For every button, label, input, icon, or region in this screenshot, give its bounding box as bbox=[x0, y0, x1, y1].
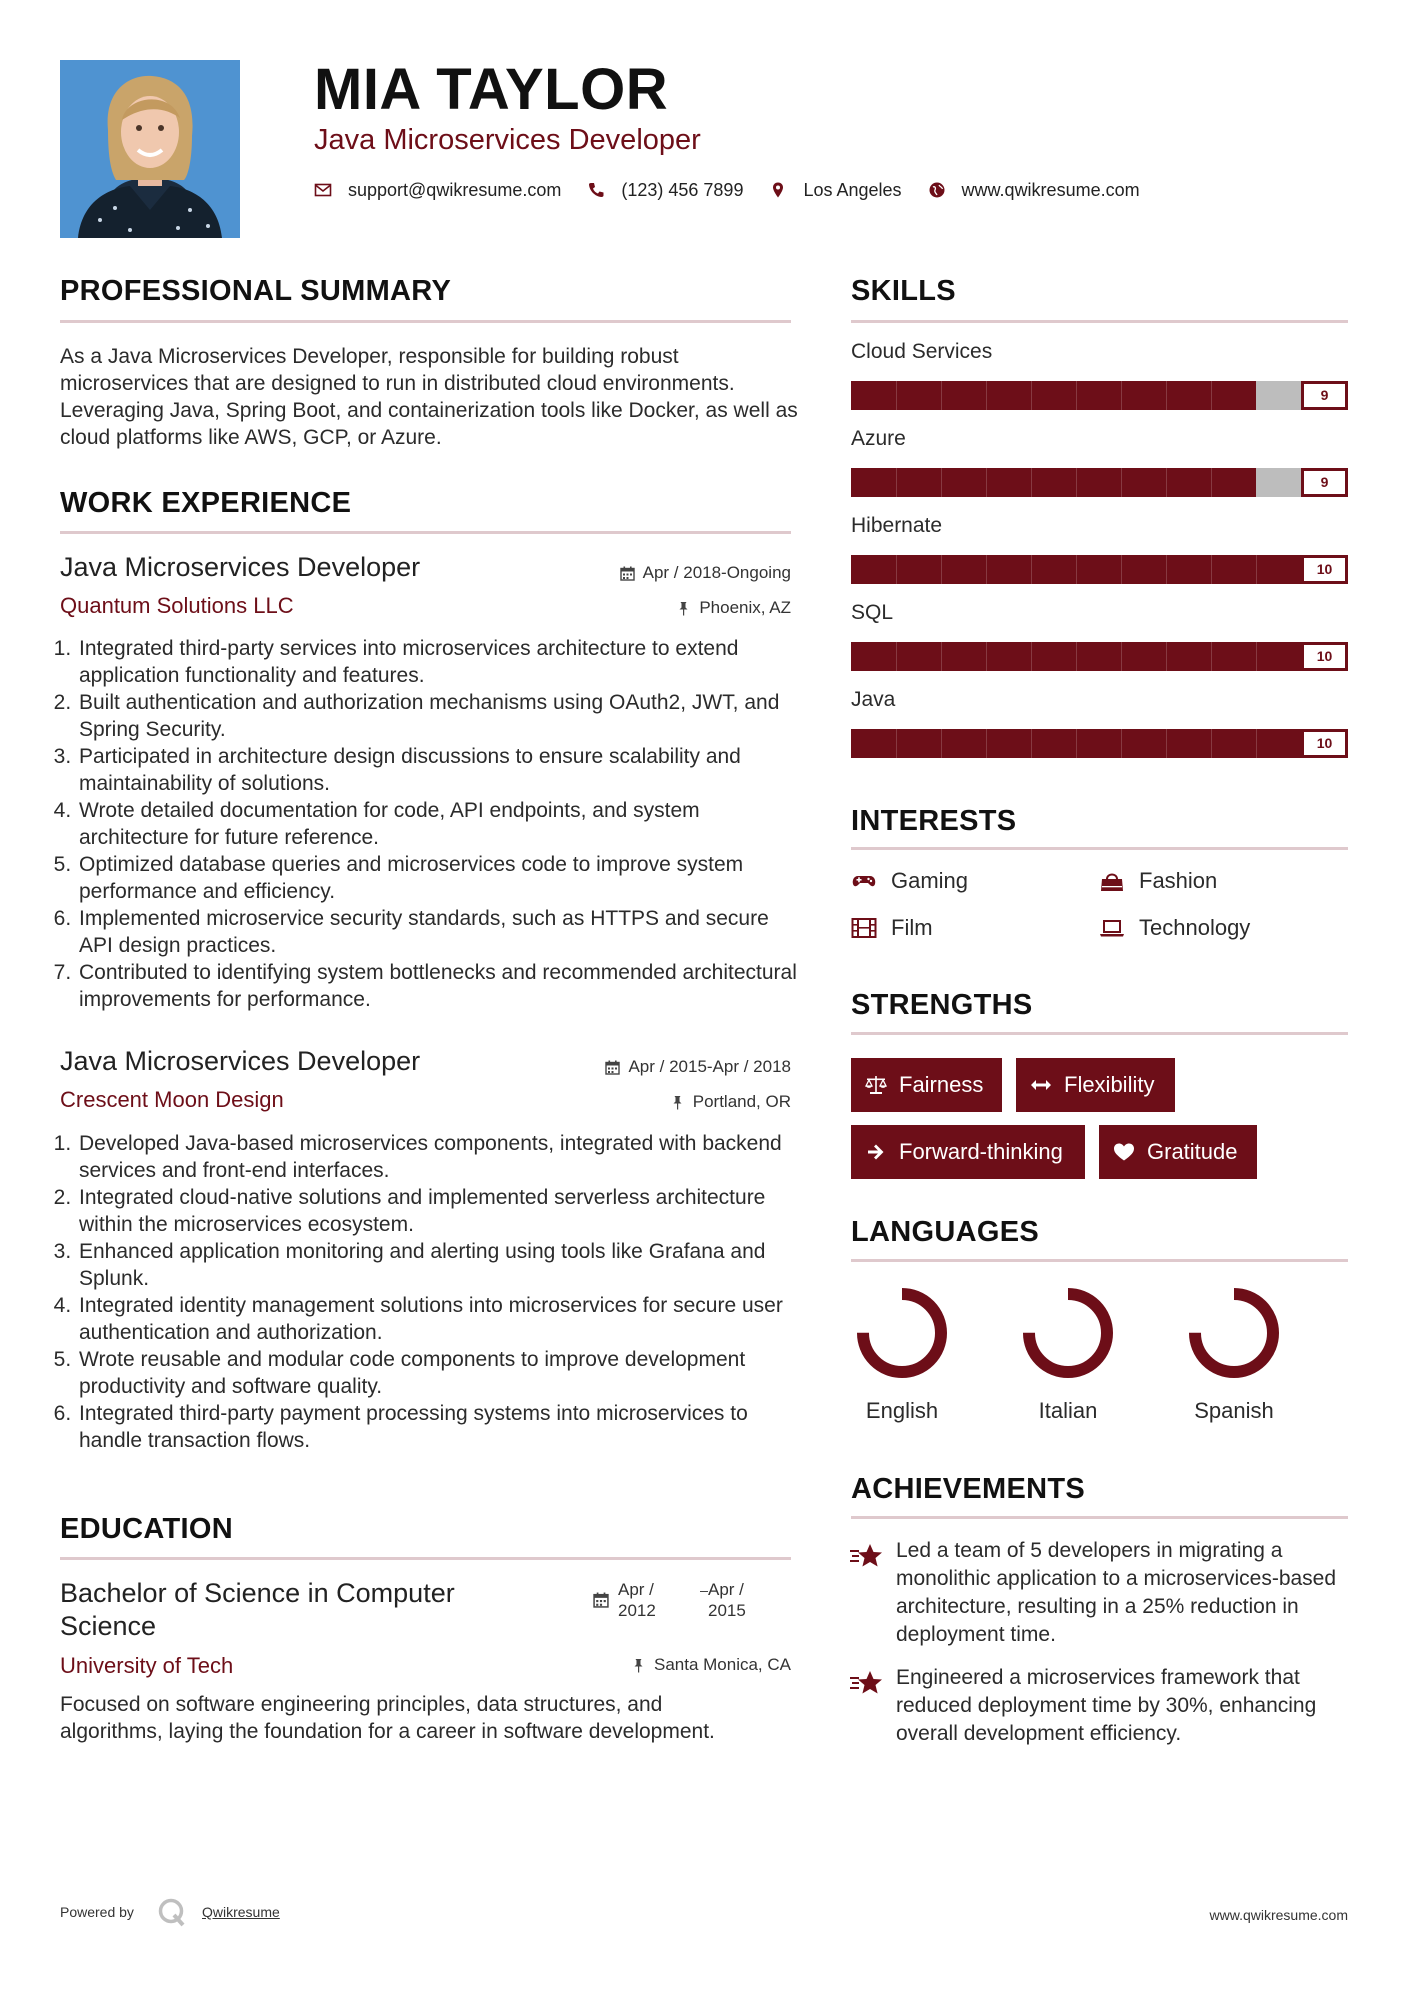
summary-heading: PROFESSIONAL SUMMARY bbox=[60, 275, 452, 307]
skill-bar-segment bbox=[1211, 729, 1212, 758]
interest-label: Gaming bbox=[891, 868, 969, 893]
skill-bar-fill bbox=[851, 381, 1256, 410]
skill-bar-segment bbox=[941, 381, 942, 410]
skill-bar-segment bbox=[1121, 381, 1122, 410]
balance-scale-icon bbox=[865, 1074, 887, 1096]
gamepad-icon bbox=[851, 870, 877, 892]
skill-bar-segment bbox=[1076, 729, 1077, 758]
qwikresume-link[interactable]: Qwikresume bbox=[202, 1904, 280, 1920]
skill-bar-segment bbox=[1166, 729, 1167, 758]
skill-level-value: 10 bbox=[1304, 732, 1345, 755]
degree-title: Bachelor of Science in Computer Science bbox=[60, 1578, 455, 1641]
achievement-text: Engineered a microservices framework that reduced deployment time by 30%, enhancing overall development efficiency. bbox=[896, 1666, 1317, 1745]
arrows-horizontal-icon bbox=[1030, 1074, 1052, 1096]
skill-bar-segment bbox=[1031, 729, 1032, 758]
skill-bar bbox=[851, 642, 1348, 671]
skill-bar bbox=[851, 555, 1348, 584]
film-icon bbox=[851, 917, 877, 939]
company-name: Crescent Moon Design bbox=[60, 1087, 284, 1112]
interest-label: Fashion bbox=[1139, 868, 1218, 893]
contact-location: Los Angeles bbox=[803, 179, 902, 200]
email-icon bbox=[314, 181, 332, 199]
skill-bar-segment bbox=[1166, 381, 1167, 410]
skill-bar-segment bbox=[1256, 555, 1257, 584]
summary-text: As a Java Microservices Developer, responsible for building robust microservices that are designed to run in distributed cloud environments. Leveraging Java, Spring Boot, and containerization tools like Docker, as well as cloud platforms like AWS, GCP, or Azure. bbox=[60, 345, 798, 449]
heart-icon bbox=[1113, 1141, 1135, 1163]
job-dates-text: Apr / 2018-Ongoing bbox=[642, 563, 791, 582]
contact-website[interactable]: www.qwikresume.com bbox=[961, 179, 1140, 200]
candidate-title: Java Microservices Developer bbox=[314, 124, 701, 156]
education-divider bbox=[60, 1557, 791, 1560]
skill-bar bbox=[851, 468, 1348, 497]
summary-divider bbox=[60, 320, 791, 323]
star-badge-icon bbox=[849, 1668, 885, 1698]
skill-level-box bbox=[1301, 642, 1348, 671]
skill-bar bbox=[851, 729, 1348, 758]
strength-label: Forward-thinking bbox=[899, 1139, 1063, 1164]
language-name: Spanish bbox=[1194, 1398, 1274, 1423]
skill-bar-segment bbox=[1211, 642, 1212, 671]
candidate-name: MIA TAYLOR bbox=[314, 57, 669, 122]
qwikresume-logo-icon bbox=[157, 1897, 187, 1927]
skill-bar-segment bbox=[986, 555, 987, 584]
pushpin-icon bbox=[631, 1658, 646, 1673]
experience-divider bbox=[60, 531, 791, 534]
date-separator bbox=[700, 1591, 708, 1592]
education-heading: EDUCATION bbox=[60, 1513, 233, 1545]
skills-heading: SKILLS bbox=[851, 275, 956, 307]
skill-bar-segment bbox=[1076, 642, 1077, 671]
strength-forward-thinking bbox=[851, 1125, 1085, 1179]
interest-fashion bbox=[1099, 868, 1217, 894]
job-dates bbox=[605, 1057, 791, 1077]
skill-bar-segment bbox=[896, 729, 897, 758]
contact-email[interactable]: support@qwikresume.com bbox=[348, 179, 562, 200]
job-bullets bbox=[57, 635, 807, 1013]
strength-label: Gratitude bbox=[1147, 1139, 1238, 1164]
list-item: 1. Integrated third-party services into microservices architecture to extend application functionality and features. bbox=[77, 635, 807, 689]
language-name: English bbox=[865, 1398, 939, 1423]
company-name: Quantum Solutions LLC bbox=[60, 593, 294, 618]
skill-bar-segment bbox=[941, 555, 942, 584]
skill-bar-segment bbox=[1211, 555, 1212, 584]
language-level-ring bbox=[1018, 1283, 1118, 1383]
job-location-text: Portland, OR bbox=[692, 1092, 791, 1111]
powered-by-label: Powered by bbox=[60, 1904, 134, 1920]
languages-heading: LANGUAGES bbox=[851, 1216, 1039, 1248]
education-description: Focused on software engineering principles, data structures, and algorithms, laying the foundation for a career in software development. bbox=[60, 1693, 715, 1743]
list-item: 3. Enhanced application monitoring and alerting using tools like Grafana and Splunk. bbox=[77, 1238, 807, 1292]
job-dates bbox=[620, 563, 791, 583]
shopping-bag-icon bbox=[1099, 870, 1125, 892]
skill-bar-segment bbox=[1256, 729, 1257, 758]
skill-bar-segment bbox=[1256, 642, 1257, 671]
list-item: 6. Implemented microservice security standards, such as HTTPS and secure API design practices. bbox=[77, 905, 807, 959]
school-name: University of Tech bbox=[60, 1653, 234, 1678]
skill-bar-segment bbox=[1031, 468, 1032, 497]
job-title: Java Microservices Developer bbox=[60, 552, 421, 582]
list-item: 2. Built authentication and authorization mechanisms using OAuth2, JWT, and Spring Security. bbox=[77, 689, 807, 743]
skill-level-box bbox=[1301, 729, 1348, 758]
achievements-heading: ACHIEVEMENTS bbox=[851, 1473, 1086, 1505]
strength-gratitude bbox=[1099, 1125, 1257, 1179]
skill-bar-segment bbox=[896, 555, 897, 584]
list-item: 4. Integrated identity management solutions into microservices for secure user authentication and authorization. bbox=[77, 1292, 807, 1346]
star-badge-icon bbox=[849, 1541, 885, 1571]
education-start: Apr / 2012 bbox=[618, 1580, 656, 1620]
list-item: 6. Integrated third-party payment processing systems into microservices to handle transaction flows. bbox=[77, 1400, 807, 1454]
skill-bar-segment bbox=[1211, 381, 1212, 410]
skill-label: Cloud Services bbox=[851, 340, 993, 363]
job-location bbox=[676, 598, 791, 618]
skill-label: SQL bbox=[851, 601, 894, 624]
interest-label: Film bbox=[891, 915, 933, 940]
skill-bar-segment bbox=[986, 468, 987, 497]
list-item: 3. Participated in architecture design discussions to ensure scalability and maintainability of solutions. bbox=[77, 743, 807, 797]
interest-label: Technology bbox=[1139, 915, 1251, 940]
laptop-icon bbox=[1099, 917, 1125, 939]
skill-bar-segment bbox=[986, 381, 987, 410]
skill-bar-segment bbox=[986, 642, 987, 671]
skill-level-value: 10 bbox=[1304, 645, 1345, 668]
map-pin-icon bbox=[769, 181, 787, 199]
arrow-right-icon bbox=[865, 1141, 887, 1163]
language-level-arc bbox=[1029, 1294, 1107, 1372]
skill-bar-segment bbox=[896, 381, 897, 410]
calendar-icon bbox=[605, 1060, 620, 1075]
list-item: 5. Wrote reusable and modular code components to improve development productivity and software quality. bbox=[77, 1346, 807, 1400]
strength-flexibility bbox=[1016, 1058, 1175, 1112]
skill-label: Azure bbox=[851, 427, 906, 450]
skill-level-box bbox=[1301, 381, 1348, 410]
interests-divider bbox=[851, 847, 1348, 850]
experience-heading: WORK EXPERIENCE bbox=[60, 487, 352, 519]
job-dates-text: Apr / 2015-Apr / 2018 bbox=[628, 1057, 791, 1076]
language-level-ring bbox=[852, 1283, 952, 1383]
language-level-ring bbox=[1184, 1283, 1284, 1383]
skill-bar-segment bbox=[1031, 555, 1032, 584]
skill-bar-segment bbox=[1121, 729, 1122, 758]
skill-bar-segment bbox=[1076, 468, 1077, 497]
interest-technology bbox=[1099, 915, 1250, 941]
phone-icon bbox=[587, 181, 605, 199]
skill-bar bbox=[851, 381, 1348, 410]
list-item: 1. Developed Java-based microservices components, integrated with backend services and front-end interfaces. bbox=[77, 1130, 807, 1184]
interest-gaming bbox=[851, 868, 968, 894]
calendar-icon bbox=[593, 1592, 609, 1608]
job-location bbox=[670, 1092, 791, 1112]
achievements-divider bbox=[851, 1516, 1348, 1519]
strengths-divider bbox=[851, 1032, 1348, 1035]
contact-phone: (123) 456 7899 bbox=[621, 179, 744, 200]
skill-bar-segment bbox=[1121, 468, 1122, 497]
globe-icon bbox=[928, 181, 946, 199]
skill-bar-segment bbox=[1031, 381, 1032, 410]
skill-label: Hibernate bbox=[851, 514, 943, 537]
skill-level-box bbox=[1301, 555, 1348, 584]
list-item: 4. Wrote detailed documentation for code, API endpoints, and system architecture for future reference. bbox=[77, 797, 807, 851]
interests-heading: INTERESTS bbox=[851, 805, 1017, 837]
profile-photo bbox=[60, 60, 240, 238]
language-level-arc bbox=[863, 1294, 941, 1372]
job-location-text: Phoenix, AZ bbox=[699, 598, 791, 617]
skill-bar-segment bbox=[896, 642, 897, 671]
skills-divider bbox=[851, 320, 1348, 323]
skill-level-value: 9 bbox=[1304, 471, 1345, 494]
skill-bar-segment bbox=[1076, 555, 1077, 584]
skill-bar-fill bbox=[851, 468, 1256, 497]
skill-bar-segment bbox=[941, 642, 942, 671]
skill-bar-segment bbox=[1166, 555, 1167, 584]
education-location-text: Santa Monica, CA bbox=[653, 1655, 791, 1674]
language-level-arc bbox=[1195, 1294, 1273, 1372]
skill-level-value: 10 bbox=[1304, 558, 1345, 581]
skill-bar-segment bbox=[1211, 468, 1212, 497]
skill-bar-segment bbox=[941, 468, 942, 497]
pushpin-icon bbox=[676, 601, 691, 616]
footer-url[interactable]: www.qwikresume.com bbox=[1209, 1907, 1348, 1923]
skill-bar-segment bbox=[1076, 381, 1077, 410]
skill-bar-segment bbox=[941, 729, 942, 758]
skill-bar-segment bbox=[986, 729, 987, 758]
contact-bar bbox=[314, 177, 1166, 203]
list-item: 2. Integrated cloud-native solutions and implemented serverless architecture within the microservices ecosystem. bbox=[77, 1184, 807, 1238]
language-name: Italian bbox=[1038, 1398, 1098, 1423]
strength-fairness bbox=[851, 1058, 1002, 1112]
interest-film bbox=[851, 915, 933, 941]
skill-bar-segment bbox=[1166, 642, 1167, 671]
skill-bar-segment bbox=[1121, 642, 1122, 671]
job-title: Java Microservices Developer bbox=[60, 1046, 421, 1076]
languages-divider bbox=[851, 1259, 1348, 1262]
pushpin-icon bbox=[670, 1095, 685, 1110]
education-end: Apr / 2015 bbox=[708, 1580, 746, 1620]
calendar-icon bbox=[620, 566, 635, 581]
skill-bar-segment bbox=[1166, 468, 1167, 497]
strength-label: Fairness bbox=[899, 1072, 984, 1097]
skill-bar-segment bbox=[896, 468, 897, 497]
list-item: 7. Contributed to identifying system bottlenecks and recommended architectural improvements for performance. bbox=[77, 959, 807, 1013]
list-item: 5. Optimized database queries and microservices code to improve system performance and efficiency. bbox=[77, 851, 807, 905]
skill-level-value: 9 bbox=[1304, 384, 1345, 407]
education-location bbox=[631, 1655, 791, 1675]
strength-label: Flexibility bbox=[1064, 1072, 1155, 1097]
skill-level-box bbox=[1301, 468, 1348, 497]
skill-bar-segment bbox=[1121, 555, 1122, 584]
skill-label: Java bbox=[851, 688, 896, 711]
skill-bar-segment bbox=[1031, 642, 1032, 671]
job-bullets bbox=[57, 1130, 807, 1454]
strengths-heading: STRENGTHS bbox=[851, 989, 1033, 1021]
achievement-text: Led a team of 5 developers in migrating a monolithic application to a microservices-based architecture, resulting in a 25% reduction in deployment time. bbox=[896, 1539, 1337, 1646]
